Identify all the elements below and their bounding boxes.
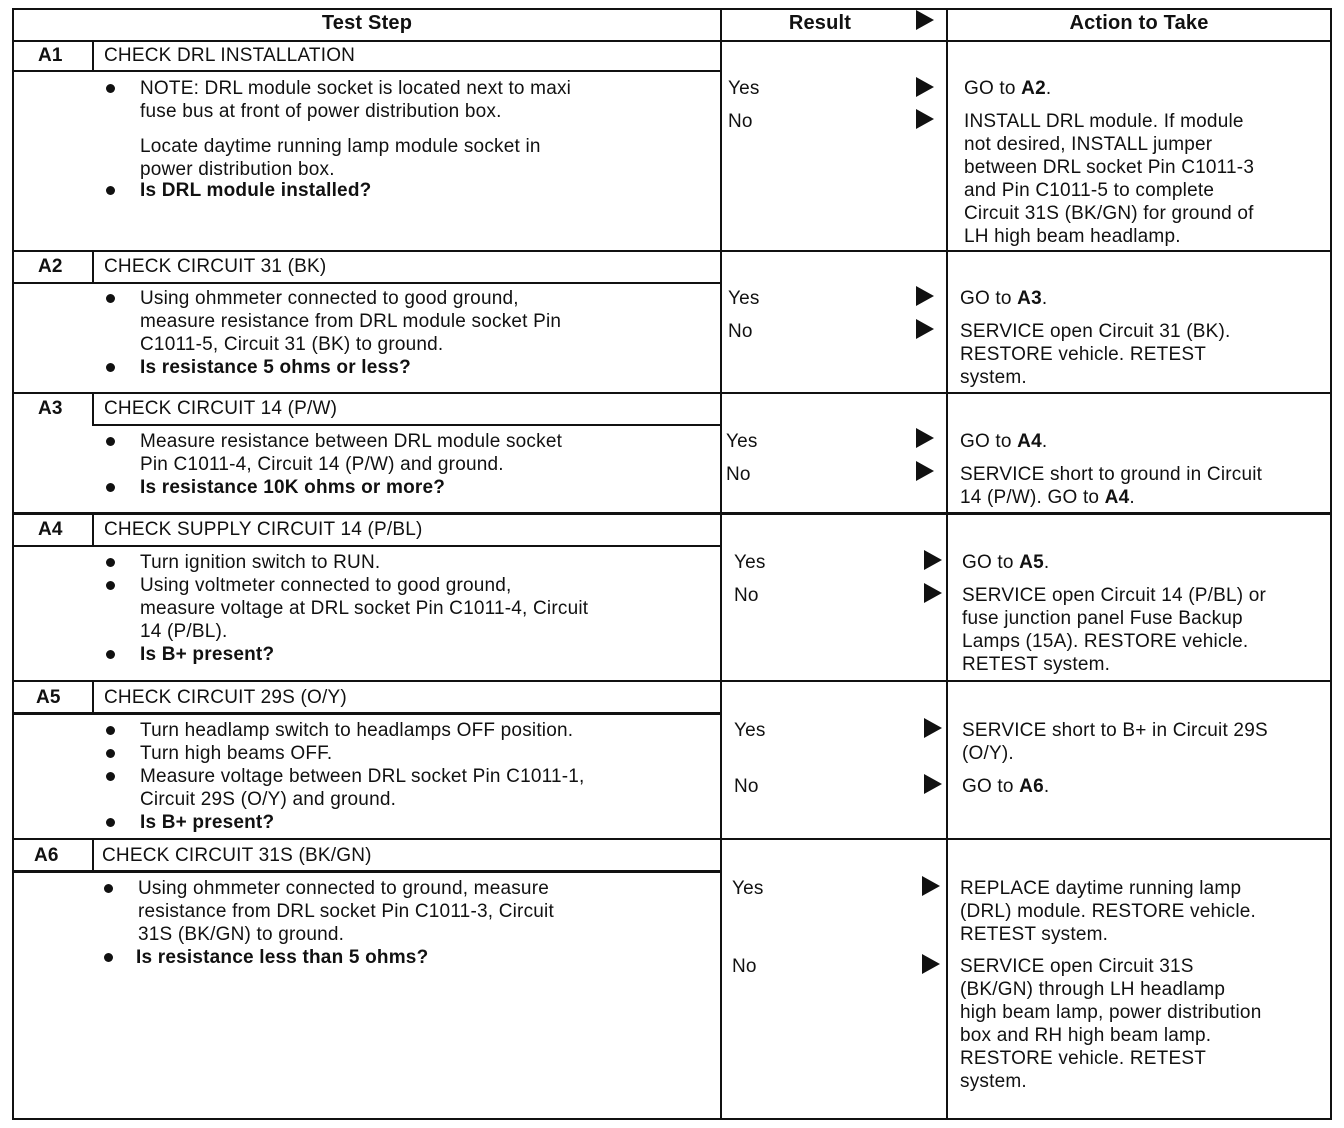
step-text: measure resistance from DRL module socket Pin <box>140 311 562 332</box>
step-title: CHECK CIRCUIT 31 (BK) <box>104 256 327 277</box>
arrow-icon <box>916 428 934 448</box>
step-id-sep <box>92 40 94 70</box>
bullet-icon <box>104 884 113 893</box>
action-no: LH high beam headlamp. <box>964 226 1181 247</box>
step-text: Turn headlamp switch to headlamps OFF position. <box>140 720 574 741</box>
step-id-sep <box>92 392 94 424</box>
step-title-divider <box>12 70 720 72</box>
step-text: 14 (P/BL). <box>140 621 228 642</box>
step-id-sep <box>92 250 94 282</box>
col-sep-result <box>720 8 722 1120</box>
row-divider <box>12 392 1332 394</box>
row-divider <box>12 250 1332 252</box>
step-question: Is resistance 5 ohms or less? <box>140 357 411 378</box>
step-id: A2 <box>38 256 63 277</box>
col-sep-action <box>946 8 948 1120</box>
step-text: Measure voltage between DRL socket Pin C1011-1, <box>140 766 585 787</box>
result-no: No <box>732 956 757 977</box>
action-no: high beam lamp, power distribution <box>960 1002 1262 1023</box>
step-text: NOTE: DRL module socket is located next to maxi <box>140 78 572 99</box>
arrow-icon <box>916 109 934 129</box>
step-text: Measure resistance between DRL module socket <box>140 431 563 452</box>
result-yes: Yes <box>732 878 764 899</box>
step-title: CHECK CIRCUIT 14 (P/W) <box>104 398 338 419</box>
bullet-icon <box>104 953 113 962</box>
step-text: Turn ignition switch to RUN. <box>140 552 381 573</box>
action-no: GO to A6. <box>962 776 1050 797</box>
row-divider <box>12 512 1332 515</box>
result-yes: Yes <box>728 288 760 309</box>
action-yes: GO to A3. <box>960 288 1048 309</box>
action-no: Circuit 31S (BK/GN) for ground of <box>964 203 1254 224</box>
arrow-icon <box>924 774 942 794</box>
bullet-icon <box>106 294 115 303</box>
action-no: system. <box>960 367 1027 388</box>
bullet-icon <box>106 483 115 492</box>
arrow-icon <box>924 550 942 570</box>
action-no: between DRL socket Pin C1011-3 <box>964 157 1255 178</box>
arrow-icon <box>922 954 940 974</box>
action-yes: (DRL) module. RESTORE vehicle. <box>960 901 1257 922</box>
result-yes: Yes <box>734 720 766 741</box>
step-text: Using ohmmeter connected to ground, measure <box>138 878 549 899</box>
action-no: Lamps (15A). RESTORE vehicle. <box>962 631 1249 652</box>
result-yes: Yes <box>726 431 758 452</box>
step-question: Is B+ present? <box>140 644 275 665</box>
step-text: Using voltmeter connected to good ground, <box>140 575 512 596</box>
action-yes: GO to A2. <box>964 78 1052 99</box>
result-no: No <box>734 585 759 606</box>
action-no: system. <box>960 1071 1027 1092</box>
step-title: CHECK CIRCUIT 29S (O/Y) <box>104 687 347 708</box>
arrow-icon <box>924 583 942 603</box>
action-no: box and RH high beam lamp. <box>960 1025 1212 1046</box>
step-id: A1 <box>38 45 63 66</box>
step-text: power distribution box. <box>140 159 335 180</box>
arrow-icon <box>916 319 934 339</box>
step-title-divider <box>12 545 720 547</box>
step-title-divider <box>92 424 720 426</box>
step-title: CHECK SUPPLY CIRCUIT 14 (P/BL) <box>104 519 423 540</box>
action-no: RETEST system. <box>962 654 1111 675</box>
result-yes: Yes <box>734 552 766 573</box>
step-text: Turn high beams OFF. <box>140 743 333 764</box>
step-question: Is resistance 10K ohms or more? <box>140 477 446 498</box>
header-test-step: Test Step <box>321 12 413 34</box>
action-yes: GO to A4. <box>960 431 1048 452</box>
frame-left <box>12 8 14 1120</box>
result-no: No <box>734 776 759 797</box>
step-text: Circuit 29S (O/Y) and ground. <box>140 789 397 810</box>
action-no: (BK/GN) through LH headlamp <box>960 979 1226 1000</box>
step-question: Is resistance less than 5 ohms? <box>136 947 429 968</box>
step-id: A6 <box>34 845 59 866</box>
arrow-icon <box>924 718 942 738</box>
bullet-icon <box>106 363 115 372</box>
step-text: Using ohmmeter connected to good ground, <box>140 288 519 309</box>
action-no: SERVICE open Circuit 14 (P/BL) or <box>962 585 1267 606</box>
bullet-icon <box>106 437 115 446</box>
bullet-icon <box>106 726 115 735</box>
step-title-divider <box>12 712 720 715</box>
header-divider <box>12 40 1332 42</box>
bullet-icon <box>106 749 115 758</box>
step-text: C1011-5, Circuit 31 (BK) to ground. <box>140 334 444 355</box>
action-no: 14 (P/W). GO to A4. <box>960 487 1135 508</box>
arrow-icon <box>916 286 934 306</box>
step-text: 31S (BK/GN) to ground. <box>138 924 345 945</box>
action-no: SERVICE open Circuit 31 (BK). <box>960 321 1231 342</box>
action-yes: REPLACE daytime running lamp <box>960 878 1242 899</box>
action-no: INSTALL DRL module. If module <box>964 111 1244 132</box>
step-text: fuse bus at front of power distribution box. <box>140 101 502 122</box>
frame-right <box>1330 8 1332 1120</box>
action-no: and Pin C1011-5 to complete <box>964 180 1215 201</box>
header-action: Action to Take <box>1069 12 1209 34</box>
result-no: No <box>726 464 751 485</box>
action-no: RESTORE vehicle. RETEST <box>960 1048 1207 1069</box>
step-title: CHECK CIRCUIT 31S (BK/GN) <box>102 845 372 866</box>
result-no: No <box>728 321 753 342</box>
step-title-divider <box>12 282 720 284</box>
step-question: Is DRL module installed? <box>140 180 372 201</box>
bullet-icon <box>106 84 115 93</box>
bullet-icon <box>106 818 115 827</box>
bullet-icon <box>106 581 115 590</box>
bullet-icon <box>106 186 115 195</box>
bullet-icon <box>106 650 115 659</box>
bullet-icon <box>106 772 115 781</box>
step-question: Is B+ present? <box>140 812 275 833</box>
arrow-icon <box>916 461 934 481</box>
step-id: A3 <box>38 398 63 419</box>
arrow-icon <box>916 77 934 97</box>
step-text: Pin C1011-4, Circuit 14 (P/W) and ground. <box>140 454 504 475</box>
action-yes: (O/Y). <box>962 743 1014 764</box>
action-no: SERVICE short to ground in Circuit <box>960 464 1263 485</box>
action-yes: SERVICE short to B+ in Circuit 29S <box>962 720 1268 741</box>
frame-bottom <box>12 1118 1332 1120</box>
action-no: not desired, INSTALL jumper <box>964 134 1213 155</box>
step-title-divider <box>12 870 720 873</box>
action-yes: GO to A5. <box>962 552 1050 573</box>
header-result: Result <box>788 12 852 34</box>
arrow-icon <box>922 876 940 896</box>
step-text: Locate daytime running lamp module socket in <box>140 136 541 157</box>
result-no: No <box>728 111 753 132</box>
step-title: CHECK DRL INSTALLATION <box>104 45 356 66</box>
action-no: fuse junction panel Fuse Backup <box>962 608 1243 629</box>
step-id: A4 <box>38 519 63 540</box>
step-id-sep <box>92 838 94 871</box>
step-id: A5 <box>36 687 61 708</box>
frame-top <box>12 8 1332 10</box>
step-text: measure voltage at DRL socket Pin C1011-4, Circuit <box>140 598 589 619</box>
action-no: RESTORE vehicle. RETEST <box>960 344 1207 365</box>
step-id-sep <box>92 514 94 546</box>
bullet-icon <box>106 558 115 567</box>
step-text: resistance from DRL socket Pin C1011-3, Circuit <box>138 901 554 922</box>
action-yes: RETEST system. <box>960 924 1109 945</box>
result-yes: Yes <box>728 78 760 99</box>
row-divider <box>12 680 1332 682</box>
action-no: SERVICE open Circuit 31S <box>960 956 1194 977</box>
step-id-sep <box>92 680 94 713</box>
row-divider <box>12 838 1332 840</box>
arrow-icon <box>916 10 934 30</box>
